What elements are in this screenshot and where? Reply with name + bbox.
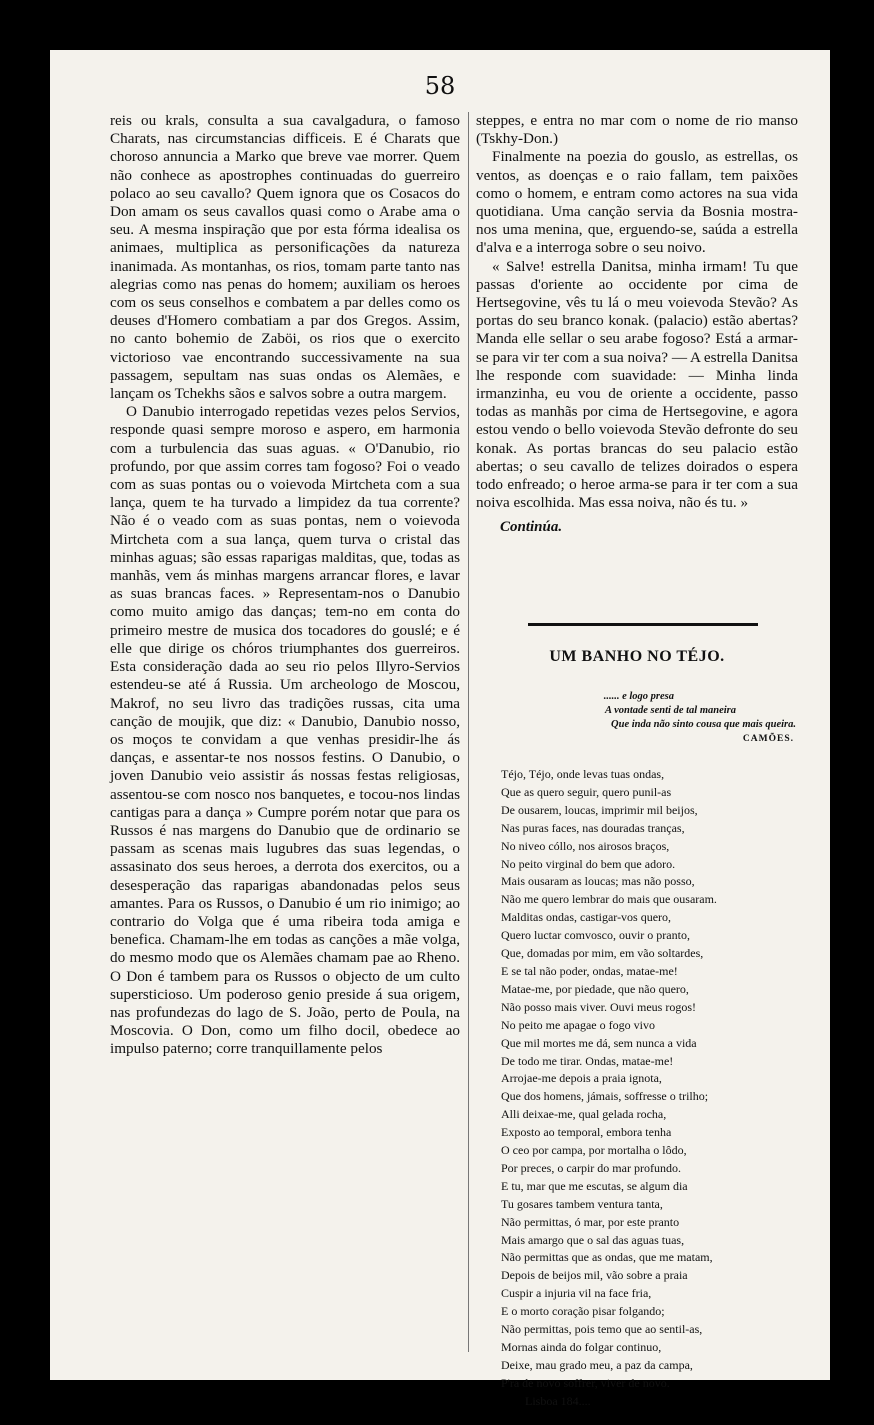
poem-line: De todo me tirar. Ondas, matae-me! [501,1053,674,1068]
poem-line: Matae-me, por piedade, que não quero, [501,981,689,996]
poem-line: O ceo por campa, por mortalha o lôdo, [501,1143,687,1158]
right-paragraph-2: Finalmente na poezia do gouslo, as estrellas, os ventos, as doenças e o raio fallam, tem paixões como o homem, e entram como actores na sua vida quotidiana. Uma canção servia da Bosnia mostra-nos uma menina, que, erguendo-se, saúda a estrella d'alva e a interroga sobre o seu noivo. [476,148,798,257]
poem [501,766,801,1411]
poem-line: E tu, mar que me escutas, se algum dia [501,1178,688,1193]
poem-line: Quero luctar comvosco, ouvir o pranto, [501,928,690,943]
left-paragraph-1: reis ou krals, consulta a sua cavalgadura, o famoso Charats, nas circumstancias difficeis. E é Charats que choroso annuncia a Marko que breve vae morrer. Quem não conhece as apostrophes continuadas do guerreiro polaco ao seu cavallo? Quem ignora que os Cosacos do Don amam os seus cavallos quasi como o Arabe ama o seu. A mesma inspiração que por esta fórma idealisa os animaes, multiplica as personificações da natureza inanimada. As montanhas, os rios, tomam parte tanto nas alegrias como nas penas do homem; auxiliam os heroes com os seus conselhos e combatem a par delles como os deuses d'Homero combatiam a par dos Gregos. Assim, no canto bohemio de Zaböi, os rios que o exercito victorioso vae encontrando successivamente na sua passagem, sepultam nas suas ondas os Alemães, e lançam os Tchekhs sãos e salvos sobre a outra margem. [110,112,460,403]
left-column [110,112,460,1059]
poem-line: Malditas ondas, castigar-vos quero, [501,910,672,925]
poem-line: Não permittas, pois temo que ao sentil-as, [501,1322,703,1337]
poem-line: Nas puras faces, nas douradas tranças, [501,820,685,835]
poem-line: No peito virginal do bem que adoro. [501,856,676,871]
poem-line: P'ra de novo soffrer, viver de novo. [501,1375,670,1390]
poem-line: Depois de beijos mil, vão sobre a praia [501,1268,688,1283]
poem-line: Mais ousaram as loucas; mas não posso, [501,874,695,889]
poem-signature: Lisboa 184.... [525,1393,591,1408]
poem-line: Téjo, Téjo, onde levas tuas ondas, [501,767,665,781]
poem-line: Tu gosares tambem ventura tanta, [501,1196,663,1211]
poem-line: Cuspir a injuria vil na face fria, [501,1286,652,1301]
poem-line: Mornas ainda do folgar continuo, [501,1340,662,1354]
poem-line: Que as quero seguir, quero punil-as [501,784,672,799]
poem-line: E o morto coração pisar folgando; [501,1304,665,1319]
section-rule [528,623,758,626]
epigraph [476,690,798,746]
column-divider [468,112,469,1352]
epigraph-line: Que inda não sinto cousa que mais queira. [611,719,796,730]
right-paragraph-1: steppes, e entra no mar com o nome de rio manso (Tskhy-Don.) [476,112,798,148]
poem-line: Não posso mais viver. Ouvi meus rogos! [501,999,696,1014]
article-title: UM BANHO NO TÉJO. [549,648,725,665]
poem-line: Não permittas, ó mar, por este pranto [501,1214,680,1229]
epigraph-line: ...... e logo presa [603,691,674,702]
poem-line: Que, domadas por mim, em vão soltardes, [501,946,704,961]
page-number: 58 [424,72,456,100]
epigraph-author: CAMÕES. [742,734,794,744]
poem-line: Alli deixae-me, qual gelada rocha, [501,1107,667,1122]
poem-line: De ousarem, loucas, imprimir mil beijos, [501,802,698,817]
right-paragraph-3: « Salve! estrella Danitsa, minha irmam! Tu que passas d'oriente ao occidente por cima de Hertsegovine, vês tu lá o meu voievoda Stevão? As portas do seu branco konak. (palacio) estão abertas? Manda elle sellar o seu arabe fogoso? Está a armar-se para vir ter com a sua noiva? — A estrella Danitsa lhe responde com suavidade: — Minha linda irmanzinha, eu vou de oriente a occidente, passo todas as manhãs por cima de Hertsegovine, e agora estou vendo o bello voievoda Stevão defronte do seu konak. As portas brancas do seu palacio estão abertas; o seu cavallo de telizes doirados o espera todo enfreado; o heroe arma-se para ir ter com a sua noiva escolhida. Mas essa noiva, não és tu. » [476,257,798,512]
poem-line: Não me quero lembrar do mais que ousaram. [501,892,717,907]
epigraph-line: A vontade senti de tal maneira [605,705,736,716]
left-paragraph-2: O Danubio interrogado repetidas vezes pelos Servios, responde quasi sempre moroso e aspero, em harmonia com a turbulencia das suas aguas. « O'Danubio, rio profundo, por que assim corres tam fogoso? Foi o veado com as suas pontas ou o voievoda Mirtcheta com a sua lança, quem te ha turvado a limpidez da tua corrente? Não é o veado com as suas pontas, nem o voievoda Mirtcheta com a sua lança, quem turva o cristal das minhas aguas; são essas raparigas malditas, que, todas as manhãs, vem ás minhas margens arrancar flores, e lavar as suas brancas faces. » Representam-nos o Danubio como muito amigo das danças; tem-no em conta do primeiro mestre de musica dos tocadores do gouslé; e é elle que dirige os chóros triumphantes dos guerreiros. Esta consideração dada ao seu rio pelos Illyro-Servios estendeu-se até á Russia. Um archeologo de Moscou, Makrof, no seu livro das tradições russas, cita uma canção de moujik, que diz: « Danubio, Danubio nosso, os moços te convidam a que venhas presidir-lhe ás danças, e assentar-te nos nossos festins. O Danubio, o joven Danubio veio assistir ás nossas festas religiosas, assentou-se com nosco nos banquetes, e tocou-nos lindas cantigas para a dança » Cumpre porém notar que para os Russos é nas margens do Danubio que de ordinario se passam as scenas mais lugubres das suas legendas, o assasinato dos seus heroes, a derrota dos exercitos, ou a desesperação das raparigas abandonadas pelos seus amantes. Para os Russos, o Danubio é um rio inimigo; ao contrario do Volga que é uma ribeira toda amiga e benefica. Chamam-lhe em todas as canções a mãe volga, do mesmo modo que os Alemães chamam pae ao Rheno. O Don é tambem para os Russos o objecto de um culto supersticioso. Um poderoso genio preside á sua origem, nas profundezas do lago de S. João, perto de Poula, na Moscovia. O Don, como um filho docil, obedece ao impulso paterno; corre tranquillamente pelos [110,403,460,1058]
poem-line: Deixe, mau grado meu, a paz da campa, [501,1357,693,1372]
poem-line: No peito me apagae o fogo vivo [501,1017,655,1032]
poem-line: Que dos homens, jámais, soffresse o trilho; [501,1089,709,1104]
poem-line: Arrojae-me depois a praia ignota, [501,1071,662,1086]
poem-line: No niveo cóllo, nos airosos braços, [501,838,670,853]
continua-note: Continúa. [500,519,563,536]
poem-line: Mais amargo que o sal das aguas tuas, [501,1232,685,1247]
poem-line: Exposto ao temporal, embora tenha [501,1125,672,1140]
poem-line: Que mil mortes me dá, sem nunca a vida [501,1035,697,1050]
newspaper-page [50,50,830,1408]
poem-line: Não permittas que as ondas, que me matam, [501,1250,713,1265]
poem-line: E se tal não poder, ondas, matae-me! [501,963,678,978]
poem-line: Por preces, o carpir do mar profundo. [501,1160,681,1175]
right-column [476,112,798,537]
